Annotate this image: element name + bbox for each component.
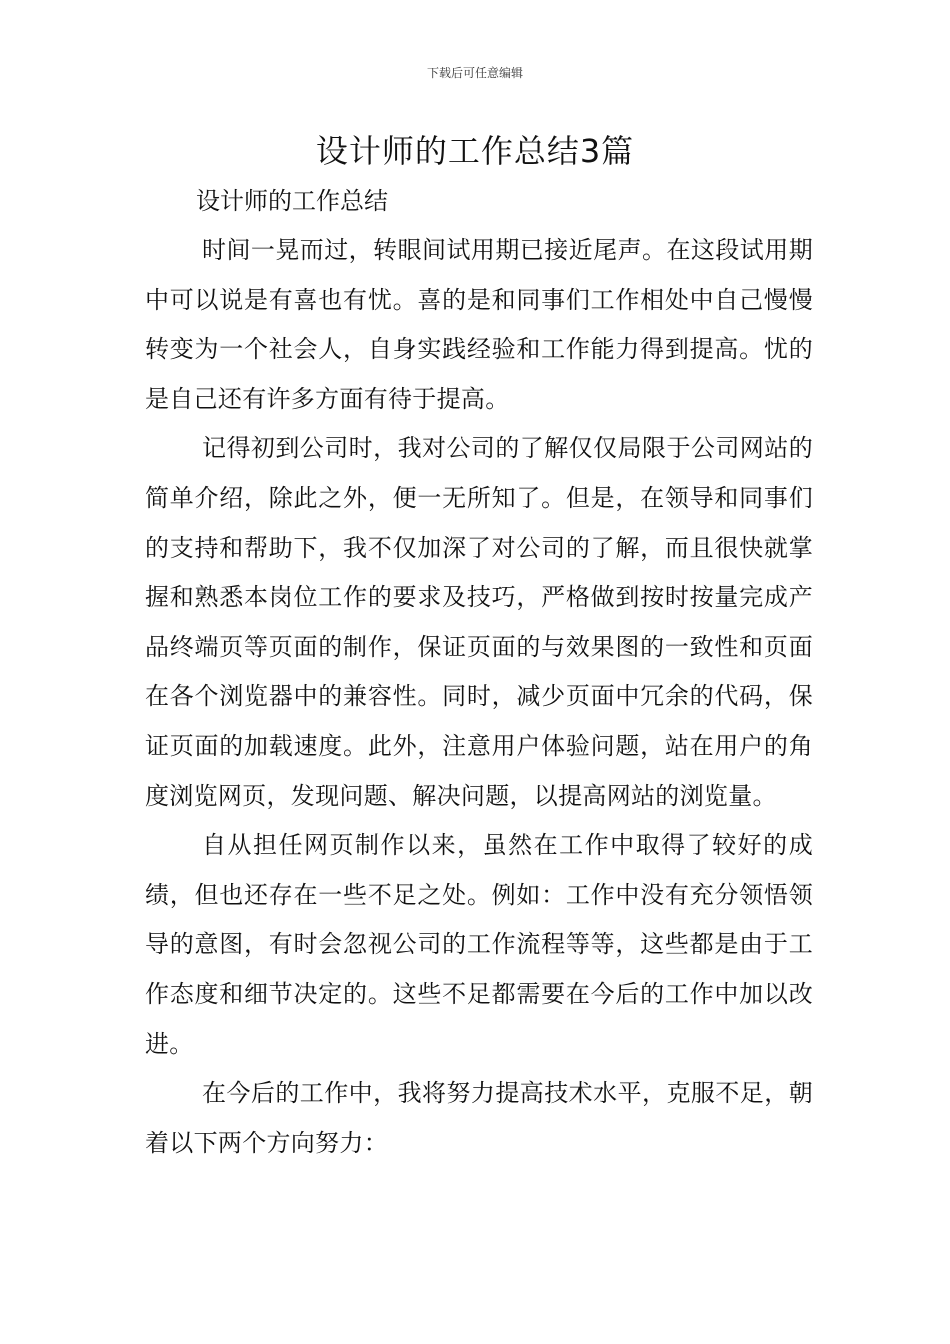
document-body [145,226,813,1168]
paragraph: 记得初到公司时，我对公司的了解仅仅局限于公司网站的简单介绍，除此之外，便一无所知了。但是，在领导和同事们的支持和帮助下，我不仅加深了对公司的了解，而且很快就掌握和熟悉本岗位工作的要求及技巧，严格做到按时按量完成产品终端页等页面的制作，保证页面的与效果图的一致性和页面在各个浏览器中的兼容性。同时，减少页面中冗余的代码，保证页面的加载速度。此外，注意用户体验问题，站在用户的角度浏览网页，发现问题、解决问题，以提高网站的浏览量。 [145,434,813,810]
section-subtitle: 设计师的工作总结 [196,187,388,215]
paragraph: 在今后的工作中，我将努力提高技术水平，克服不足，朝着以下两个方向努力： [145,1079,813,1157]
paragraph: 自从担任网页制作以来，虽然在工作中取得了较好的成绩，但也还存在一些不足之处。例如：工作中没有充分领悟领导的意图，有时会忽视公司的工作流程等等，这些都是由于工作态度和细节决定的。这些不足都需要在今后的工作中加以改进。 [145,831,813,1058]
document-title: 设计师的工作总结3篇 [315,132,635,170]
page-header-note: 下载后可任意编辑 [426,66,523,80]
paragraph: 时间一晃而过，转眼间试用期已接近尾声。在这段试用期中可以说是有喜也有忧。喜的是和同事们工作相处中自己慢慢转变为一个社会人，自身实践经验和工作能力得到提高。忧的是自己还有许多方面有待于提高。 [145,236,813,413]
